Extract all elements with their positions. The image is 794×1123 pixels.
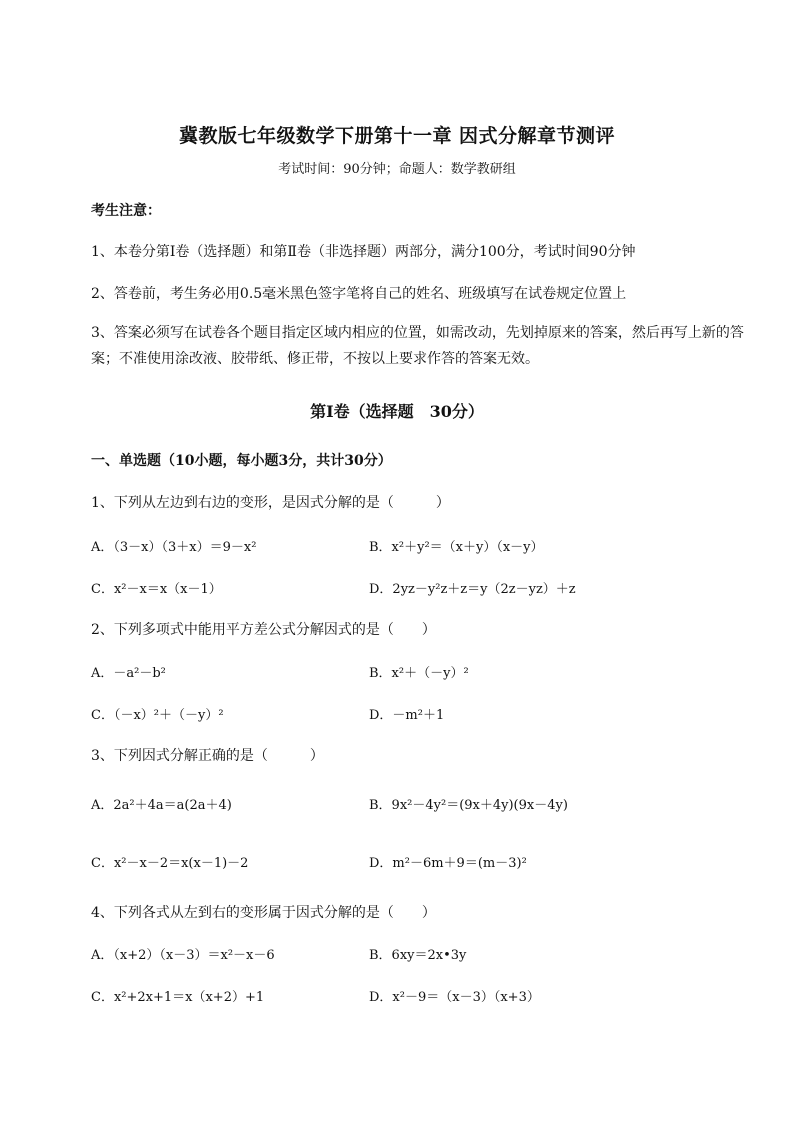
notice-item: 3、答案必须写在试卷各个题目指定区域内相应的位置，如需改动，先划掉原来的答案，然后再写上新的答案；不准使用涂改液、胶带纸、修正带，不按以上要求作答的答案无效。 [91,325,744,367]
option-a: A．2a²＋4a＝a(2a＋4) [91,798,232,813]
notice-heading: 考生注意： [91,203,161,219]
option-b: B．6xy＝2x•3y [369,948,467,963]
option-a: A．（3－x）（3＋x）＝9－x² [91,540,257,555]
option-c: C．x²－x－2＝x(x－1)－2 [91,856,249,871]
section-title: 第I卷（选择题 30分） [310,402,484,421]
option-d: D．m²－6m＋9＝(m－3)² [369,856,527,871]
question-stem: 4、下列各式从左到右的变形属于因式分解的是（ ） [91,905,436,921]
page-title: 冀教版七年级数学下册第十一章 因式分解章节测评 [178,125,616,147]
notice-item: 1、本卷分第I卷（选择题）和第Ⅱ卷（非选择题）两部分，满分100分，考试时间90分钟 [91,244,636,260]
option-c: C．（－x）²＋（－y）² [91,708,224,723]
option-d: D．x²－9＝（x－3）（x+3） [369,990,540,1005]
question-stem: 1、下列从左边到右边的变形，是因式分解的是（ ） [91,495,450,511]
option-b: B．x²＋y²＝（x＋y）（x－y） [369,540,544,555]
section-subtitle: 一、单选题（10小题，每小题3分，共计30分） [91,453,392,469]
question-stem: 3、下列因式分解正确的是（ ） [91,748,324,764]
option-a: A．（x+2）（x－3）＝x²－x－6 [91,948,275,963]
option-d: D．－m²＋1 [369,708,445,723]
exam-info: 考试时间：90分钟；命题人：数学教研组 [278,162,516,177]
option-b: B．x²＋（－y）² [369,666,469,681]
option-b: B．9x²－4y²＝(9x＋4y)(9x－4y) [369,798,568,813]
option-a: A．－a²－b² [91,666,166,681]
option-c: C．x²+2x+1＝x（x+2）+1 [91,990,265,1005]
question-stem: 2、下列多项式中能用平方差公式分解因式的是（ ） [91,622,436,638]
option-d: D．2yz－y²z＋z＝y（2z－yz）＋z [369,582,576,597]
notice-item: 2、答卷前，考生务必用0.5毫米黑色签字笔将自己的姓名、班级填写在试卷规定位置上 [91,286,627,302]
option-c: C．x²－x＝x（x－1） [91,582,222,597]
